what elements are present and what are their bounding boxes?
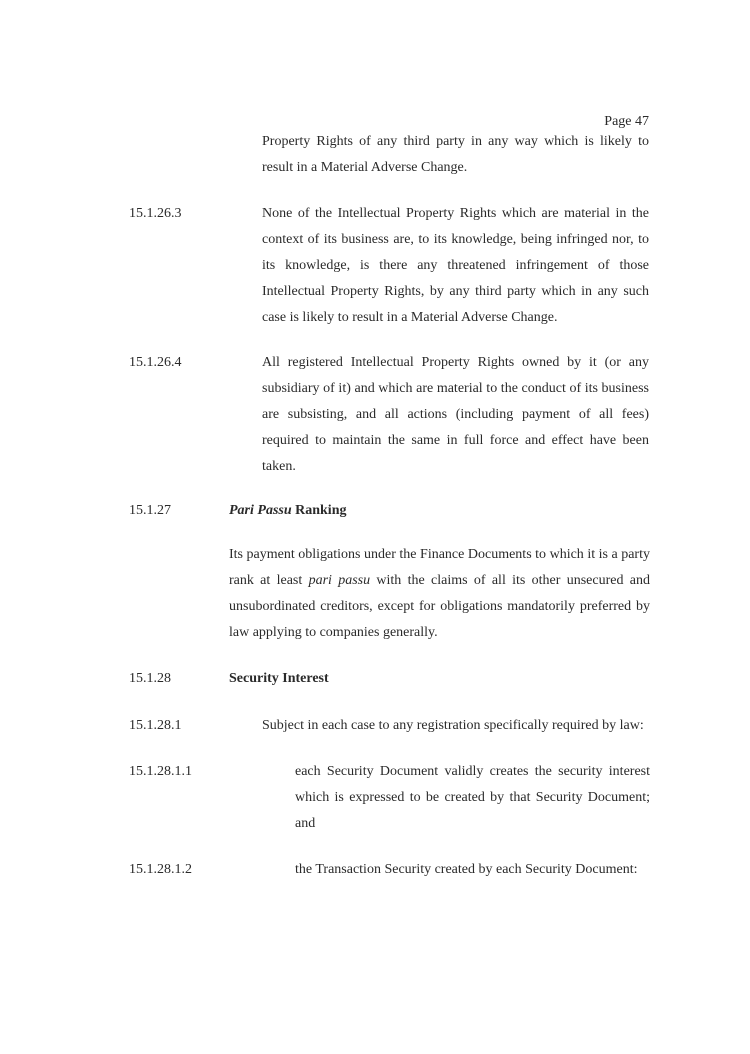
- heading-italic-part: Pari Passu: [229, 503, 292, 518]
- text-after: with the claims of all its other unsecured and unsubordinated creditors, except for obligations mandatorily preferred by law applying to companies generally.: [229, 573, 651, 640]
- clause-number-15-1-28-1-2: 15.1.28.1.2: [129, 862, 192, 877]
- clause-heading-15-1-28: Security Interest: [229, 671, 329, 686]
- page-number: Page 47: [604, 114, 649, 129]
- clause-number-15-1-27: 15.1.27: [129, 503, 171, 518]
- clause-number-15-1-28: 15.1.28: [129, 671, 171, 686]
- clause-text-15-1-28-1-2: the Transaction Security created by each Security Document:: [295, 862, 638, 877]
- clause-text-15-1-27: [229, 542, 650, 646]
- heading-rest-part: Ranking: [291, 503, 347, 518]
- clause-text-15-1-28-1-1: each Security Document validly creates the security interest which is expressed to be created by that Security Document; and: [295, 764, 650, 831]
- text-italic: pari passu: [308, 573, 371, 588]
- clause-number-15-1-28-1: 15.1.28.1: [129, 718, 182, 733]
- text-before: Its payment obligations under the Finance Documents to which it is a party rank at least: [229, 547, 650, 588]
- clause-number-15-1-26-3: 15.1.26.3: [129, 206, 182, 221]
- clause-number-15-1-26-4: 15.1.26.4: [129, 355, 182, 370]
- clause-text-15-1-26-4: All registered Intellectual Property Rights owned by it (or any subsidiary of it) and which are material to the conduct of its business are subsisting, and all actions (including payment of all fees) required to maintain the same in full force and effect have been taken.: [262, 355, 649, 474]
- clause-text-15-1-26-3: None of the Intellectual Property Rights which are material in the context of its business are, to its knowledge, being infringed nor, to its knowledge, is there any threatened infringement of those Intellectual Property Rights, by any third party which in any such case is likely to result in a Material Adverse Change.: [262, 206, 649, 325]
- clause-heading-15-1-27: [229, 498, 346, 524]
- clause-text-15-1-28-1: Subject in each case to any registration specifically required by law:: [262, 718, 644, 733]
- clause-number-15-1-28-1-1: 15.1.28.1.1: [129, 764, 192, 779]
- continuation-paragraph: Property Rights of any third party in any way which is likely to result in a Material Adverse Change.: [262, 134, 649, 175]
